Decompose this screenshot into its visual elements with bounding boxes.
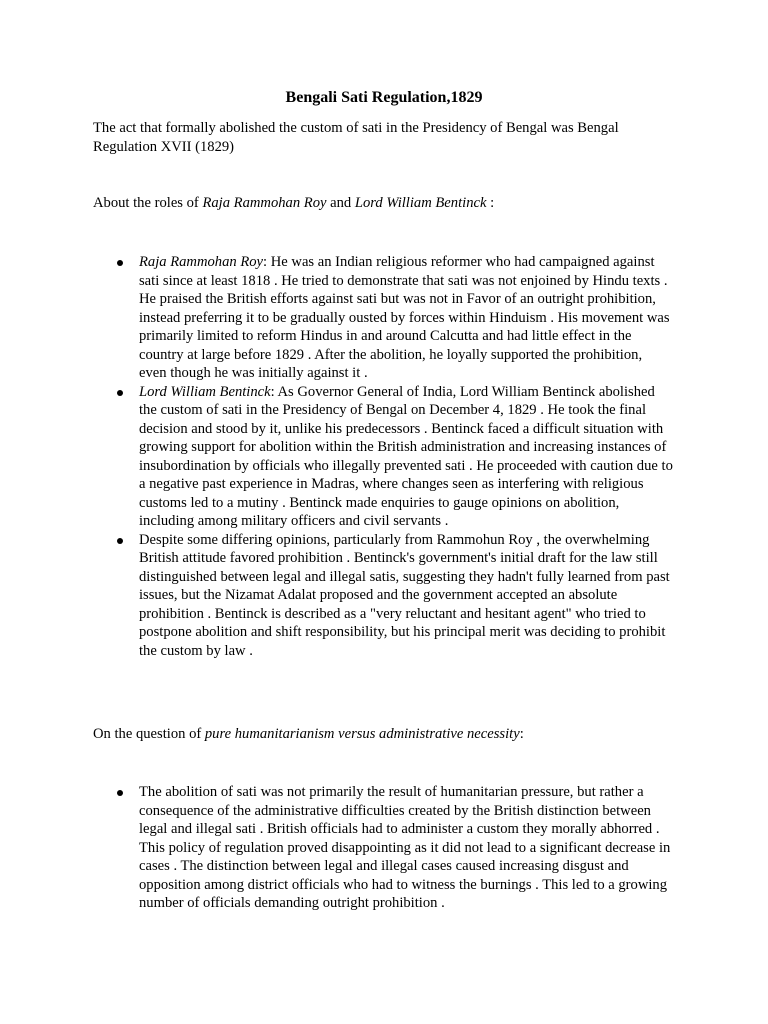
list-item — [139, 783, 673, 913]
roles-heading-suffix: : — [486, 195, 495, 211]
bullet-icon — [117, 538, 123, 544]
bullet-icon — [117, 390, 123, 396]
question-bullet-list — [139, 783, 673, 913]
question-heading-suffix: : — [519, 726, 524, 742]
roles-heading-prefix: About the roles of — [93, 195, 203, 211]
bullet-icon — [117, 260, 123, 266]
list-item — [139, 253, 673, 383]
bullet-lead: Raja Rammohan Roy — [139, 254, 264, 270]
question-heading-prefix: On the question of — [93, 726, 205, 742]
question-heading — [93, 725, 673, 744]
bullet-text: The abolition of sati was not primarily the result of humanitarian pressure, but rather a consequence of the administrative difficulties created by the British distinction between legal and illegal sati . British officials had to administer a custom they morally abhorred . This policy of regulation proved disappointing as it did not lead to a significant decrease in cases . The distinction between legal and illegal cases caused increasing disgust and opposition among district officials who had to witness the burnings . This led to a growing number of officials demanding outright prohibition . — [139, 784, 671, 911]
roles-heading-name-2: Lord William Bentinck — [354, 195, 487, 211]
roles-heading-connector: and — [326, 195, 355, 211]
intro-paragraph: The act that formally abolished the custom of sati in the Presidency of Bengal was Bengal Regulation XVII (1829) — [93, 120, 619, 155]
bullet-text: Despite some differing opinions, particularly from Rammohun Roy , the overwhelming British attitude favored prohibition . Bentinck's government's initial draft for the law still distinguished between legal and illegal satis, suggesting they hadn't fully learned from past issues, but the Nizamat Adalat proposed and the government accepted an absolute prohibition . Bentinck is described as a "very reluctant and hesitant agent" who tried to postpone abolition and shift responsibility, but his principal merit was deciding to prohibit the custom by law . — [139, 531, 670, 659]
bullet-text: : He was an Indian religious reformer who had campaigned against sati since at least 1818 . He tried to demonstrate that sati was not enjoined by Hindu texts . He praised the British efforts against sati but was not in Favor of an outright prohibition, instead preferring it to be gradually ousted by forces within Hinduism . His movement was primarily limited to reform Hindus in and around Calcutta and had little effect in the country at large before 1829 . After the abolition, he loyally supported the prohibition, even though he was initially against it . — [139, 254, 670, 381]
page-title: Bengali Sati Regulation,1829 — [285, 89, 483, 106]
list-item — [139, 383, 673, 531]
bullet-text: : As Governor General of India, Lord William Bentinck abolished the custom of sati in the Presidency of Bengal on December 4, 1829 . He took the final decision and stood by it, unlike his predecessors . Bentinck faced a difficult situation with growing support for abolition within the British administration and increasing instances of insubordination by officials who illegally prevented sati . He proceeded with caution due to a negative past experience in Madras, where changes seen as interfering with religious customs led to a mutiny . Bentinck made enquiries to gauge opinions on abolition, including among military officers and civil servants . — [139, 383, 673, 529]
bullet-lead: Lord William Bentinck — [139, 383, 271, 400]
roles-heading-name-1: Raja Rammohan Roy — [202, 195, 327, 211]
roles-heading — [93, 194, 673, 213]
roles-bullet-list — [139, 253, 673, 660]
question-heading-emphasis: pure humanitarianism versus administrative necessity — [204, 726, 520, 742]
bullet-icon — [117, 790, 123, 796]
list-item — [139, 531, 673, 661]
